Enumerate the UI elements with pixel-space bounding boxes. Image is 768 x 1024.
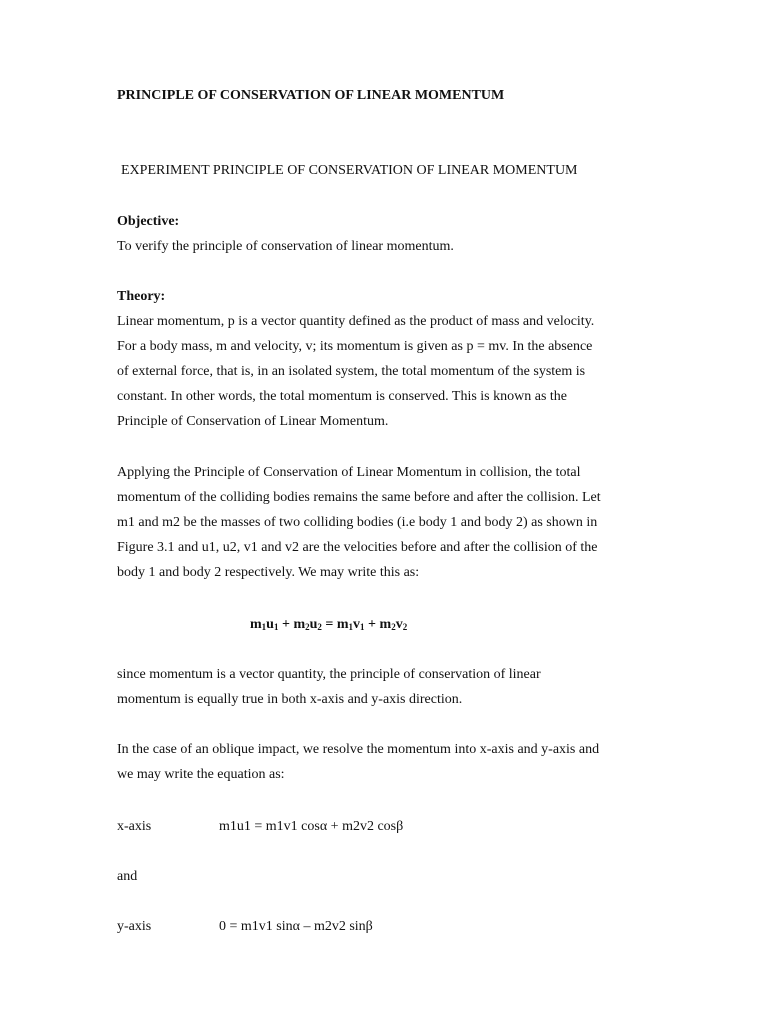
theory-p2-line: momentum of the colliding bodies remains the same before and after the collision. Let xyxy=(117,490,601,505)
theory-p1-line: Linear momentum, p is a vector quantity defined as the product of mass and velocity. xyxy=(117,314,595,329)
theory-p2-line: Figure 3.1 and u1, u2, v1 and v2 are the velocities before and after the collision of the xyxy=(117,540,598,555)
theory-p1-line: of external force, that is, in an isolated system, the total momentum of the system is xyxy=(117,364,586,379)
y-axis-equation: 0 = m1v1 sinα – m2v2 sinβ xyxy=(219,919,373,934)
oblique-paragraph-line: we may write the equation as: xyxy=(117,767,285,782)
theory-heading: Theory: xyxy=(117,289,166,304)
experiment-heading: EXPERIMENT PRINCIPLE OF CONSERVATION OF LINEAR MOMENTUM xyxy=(121,163,578,178)
objective-text: To verify the principle of conservation of linear momentum. xyxy=(117,239,454,254)
vector-paragraph-line: since momentum is a vector quantity, the principle of conservation of linear xyxy=(117,667,541,682)
theory-p1-line: constant. In other words, the total momentum is conserved. This is known as the xyxy=(117,389,568,404)
theory-p1-line: For a body mass, m and velocity, v; its momentum is given as p = mv. In the absence xyxy=(117,339,593,354)
and-text: and xyxy=(117,869,138,884)
vector-paragraph-line: momentum is equally true in both x-axis and y-axis direction. xyxy=(117,692,463,707)
theory-p2-line: body 1 and body 2 respectively. We may write this as: xyxy=(117,565,420,580)
document-title: PRINCIPLE OF CONSERVATION OF LINEAR MOMENTUM xyxy=(117,88,505,103)
theory-p1-line: Principle of Conservation of Linear Momentum. xyxy=(117,414,389,429)
momentum-equation: $m_1u_1 + m_2u_2 = m_1v_1 + m_2v_2$ xyxy=(250,617,408,632)
x-axis-equation: m1u1 = m1v1 cosα + m2v2 cosβ xyxy=(219,819,404,834)
theory-p2-line: m1 and m2 be the masses of two colliding bodies (i.e body 1 and body 2) as shown in xyxy=(117,515,598,530)
theory-p2-line: Applying the Principle of Conservation of Linear Momentum in collision, the total xyxy=(117,465,581,480)
oblique-paragraph-line: In the case of an oblique impact, we resolve the momentum into x-axis and y-axis and xyxy=(117,742,600,757)
objective-heading: Objective: xyxy=(117,214,180,229)
x-axis-label: x-axis xyxy=(117,819,152,834)
y-axis-label: y-axis xyxy=(117,919,152,934)
